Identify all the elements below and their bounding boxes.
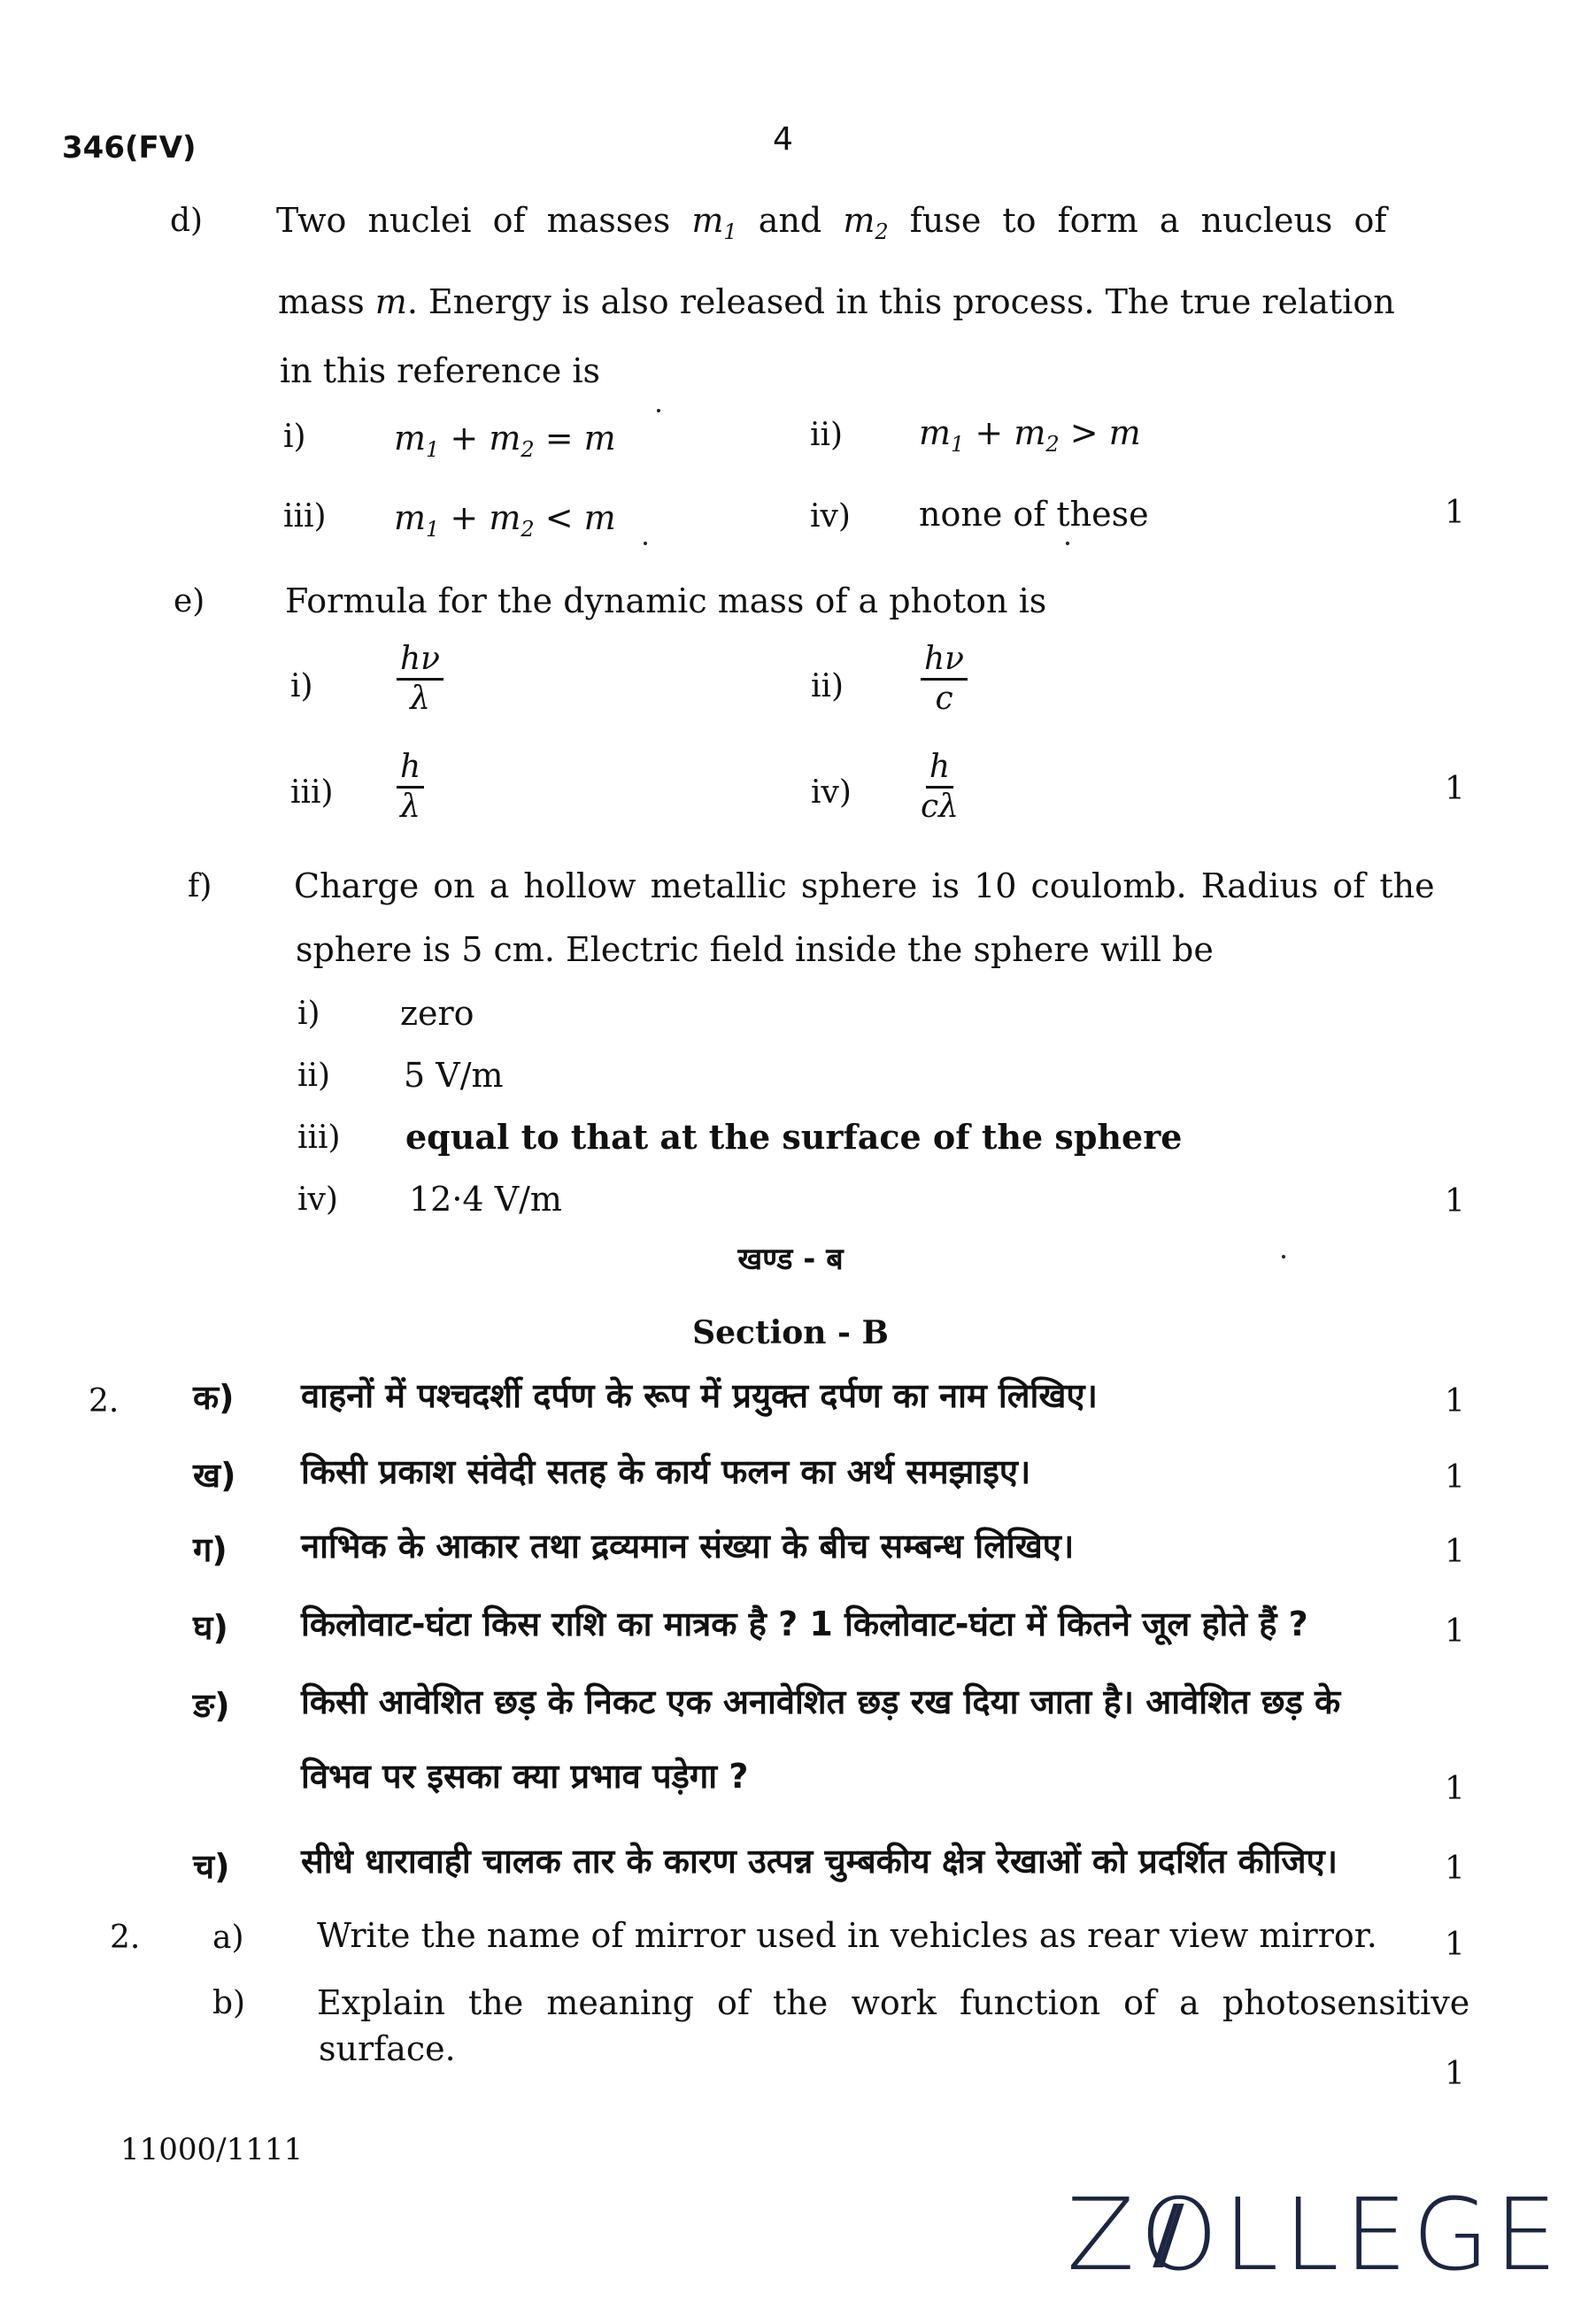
option-label: iv) — [810, 498, 851, 535]
question-text-line-2: sphere is 5 cm. Electric field inside the sphere will be — [296, 930, 1214, 969]
option-label: i) — [290, 668, 313, 704]
question-number: 2. — [110, 1920, 141, 1956]
option-label: iii) — [283, 498, 327, 535]
paper-code: 346(FV) — [62, 130, 197, 165]
fraction-option: $\frac{h\nu}{c}$ — [921, 643, 968, 716]
item-label: क) — [193, 1378, 235, 1417]
question-label: e) — [174, 583, 205, 619]
item-label: ग) — [193, 1530, 228, 1569]
item-label: ङ) — [193, 1686, 230, 1725]
option-value: 5 V/m — [404, 1056, 504, 1095]
item-label: b) — [212, 1985, 246, 2021]
item-text: Write the name of mirror used in vehicles as rear view mirror. — [317, 1916, 1377, 1955]
scan-speck — [644, 542, 647, 545]
option-label: iii) — [290, 774, 334, 811]
marks: 1 — [1445, 1613, 1465, 1650]
item-text-line-1: Explain the meaning of the work function of a photosensitive — [317, 1983, 1470, 2022]
item-text-line-2: surface. — [319, 2029, 456, 2068]
item-label: च) — [193, 1847, 230, 1886]
item-text-line-1: किसी आवेशित छड़ के निकट एक अनावेशित छड़ रख दिया जाता है। आवेशित छड़ के — [301, 1682, 1341, 1721]
marks: 1 — [1445, 771, 1465, 807]
item-text: वाहनों में पश्चदर्शी दर्पण के रूप में प्रयुक्त दर्पण का नाम लिखिए। — [301, 1376, 1098, 1415]
option-label: ii) — [810, 417, 844, 453]
scan-speck — [1066, 542, 1069, 545]
question-number: 2. — [89, 1383, 120, 1420]
option-label: i) — [283, 419, 306, 455]
marks: 1 — [1445, 495, 1465, 531]
question-text-line-3: in this reference is — [280, 351, 601, 390]
marks: 1 — [1445, 1851, 1465, 1887]
section-title-hindi: खण्ड - ब — [737, 1242, 844, 1277]
option-label: i) — [297, 996, 320, 1032]
item-text: सीधे धारावाही चालक तार के कारण उत्पन्न चुम्बकीय क्षेत्र रेखाओं को प्रदर्शित कीजिए। — [301, 1842, 1338, 1881]
marks: 1 — [1445, 1459, 1465, 1496]
logo-text: ZO LLEGE — [1067, 2178, 1563, 2293]
option-label: ii) — [297, 1058, 331, 1094]
option-value: equal to that at the surface of the sphere — [405, 1117, 1183, 1157]
scan-speck — [657, 409, 660, 412]
question-label: f) — [188, 868, 212, 904]
item-text: नाभिक के आकार तथा द्रव्यमान संख्या के बीच सम्बन्ध लिखिए। — [301, 1527, 1075, 1566]
option-label: iv) — [297, 1181, 338, 1218]
item-label: घ) — [193, 1608, 228, 1647]
item-label: ख) — [193, 1456, 236, 1495]
item-text: किसी प्रकाश संवेदी सतह के कार्य फलन का अर्थ समझाइए। — [301, 1452, 1031, 1491]
marks: 1 — [1445, 1771, 1465, 1807]
fraction-option: $\frac{h}{\lambda}$ — [397, 750, 424, 824]
fraction-option: $\frac{h\nu}{\lambda}$ — [397, 643, 443, 716]
fraction-option: $\frac{h}{c\lambda}$ — [921, 749, 959, 825]
option-label: ii) — [811, 668, 844, 704]
question-text: Formula for the dynamic mass of a photon is — [285, 581, 1047, 620]
marks: 1 — [1445, 1183, 1465, 1220]
logo-o-icon: O — [1139, 2178, 1223, 2293]
zollege-logo — [1067, 2178, 1563, 2293]
question-text-line-2: mass m. Energy is also released in this process. The true relation — [278, 282, 1395, 321]
question-text-line-1: Charge on a hollow metallic sphere is 10 coulomb. Radius of the — [294, 866, 1435, 905]
footer-code: 11000/1111 — [120, 2132, 304, 2167]
option-value: $m_1 + m_2 > m$ — [919, 413, 1141, 457]
marks: 1 — [1445, 2056, 1465, 2092]
question-text-line-1: Two nuclei of masses $m_1$ and $m_2$ fuse to form a nucleus of — [276, 201, 1387, 244]
option-label: iv) — [811, 774, 852, 811]
item-label: a) — [212, 1920, 244, 1956]
marks: 1 — [1445, 1927, 1465, 1963]
marks: 1 — [1445, 1534, 1465, 1570]
option-value: none of these — [919, 495, 1149, 534]
option-value: zero — [400, 994, 474, 1033]
item-text-line-2: विभव पर इसका क्या प्रभाव पड़ेगा ? — [301, 1757, 749, 1796]
option-label: iii) — [297, 1120, 341, 1156]
question-label: d) — [170, 203, 204, 239]
scan-speck — [1282, 1255, 1285, 1258]
marks: 1 — [1445, 1383, 1465, 1420]
item-text: किलोवाट-घंटा किस राशि का मात्रक है ? 1 किलोवाट-घंटा में कितने जूल होते हैं ? — [301, 1604, 1308, 1643]
option-value: $m_1 + m_2 = m$ — [394, 419, 616, 462]
option-value: $m_1 + m_2 < m$ — [394, 498, 616, 542]
section-title-english: Section - B — [692, 1314, 889, 1351]
option-value: 12·4 V/m — [409, 1180, 562, 1219]
page-number: 4 — [773, 121, 793, 158]
